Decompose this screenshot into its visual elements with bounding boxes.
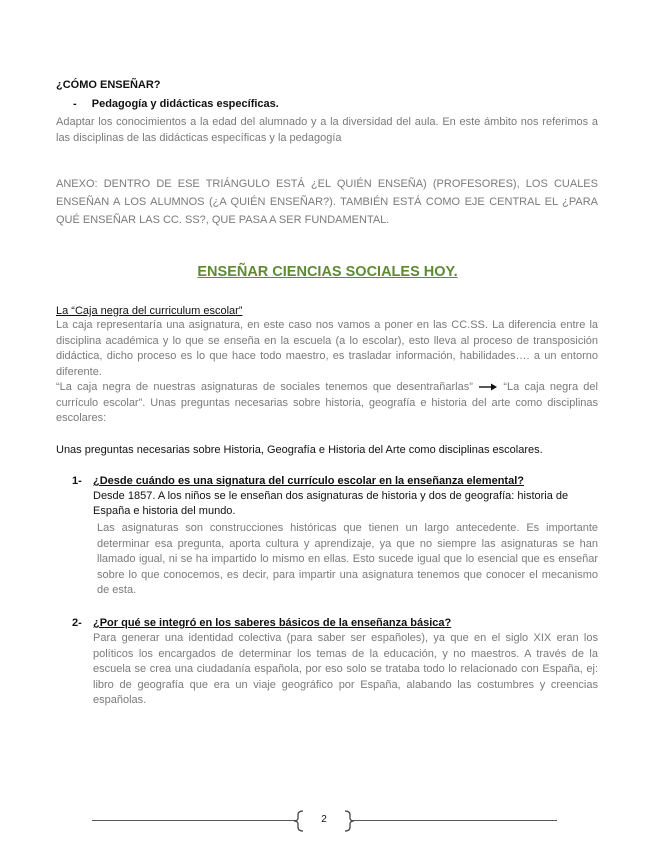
arrow-right-icon: [478, 382, 498, 392]
questions-intro: Unas preguntas necesarias sobre Historia, Geografía e Historia del Arte como disciplinas escolares.: [56, 444, 543, 456]
question-title: ¿Desde cuándo es una signatura del currículo escolar en la enseñanza elemental?: [93, 475, 524, 487]
caja-quote-right: “La caja negra del currículo escolar”. Unas preguntas necesarias sobre historia, geografía e historia del arte como disciplinas escolares:: [56, 381, 598, 424]
footer-right-bracket-icon: [343, 810, 355, 832]
caja-quote-left: “La caja negra de nuestras asignaturas de sociales tenemos que desentrañarlas”: [56, 381, 473, 393]
question-title: ¿Por qué se integró en los saberes básicos de la enseñanza básica?: [93, 617, 452, 629]
caja-paragraph: La caja representaría una asignatura, en este caso nos vamos a poner en las CC.SS. La diferencia entre la disciplina académica y lo que se enseña en la escuela (a lo escolar), esto lleva al proceso de transposición didáctica, dicho proceso es lo que hace todo maestro, es trasladar información, habilidades…. a un entorno diferente.: [56, 319, 598, 378]
main-title: ENSEÑAR CIENCIAS SOCIALES HOY.: [197, 264, 458, 280]
question-number: 2-: [72, 617, 82, 629]
bullet-dash: -: [73, 98, 77, 110]
page-number: 2: [321, 814, 327, 825]
footer-rule-right: [352, 820, 557, 821]
section1-paragraph: Adaptar los conocimientos a la edad del alumnado y a la diversidad del aula. En este ámbito nos referimos a las disciplinas de las didácticas específicas y la pedagogía: [56, 116, 598, 144]
bullet-text: Pedagogía y didácticas específicas.: [91, 98, 279, 110]
footer-rule-left: [92, 820, 296, 821]
question-answer-bold: Desde 1857. A los niños se le enseñan dos asignaturas de historia y dos de geografía: historia de España e historia del mundo.: [93, 490, 569, 517]
annex-paragraph: ANEXO: DENTRO DE ESE TRIÁNGULO ESTÁ ¿EL QUIÉN ENSEÑA) (PROFESORES), LOS CUALES ENSEÑAN A LOS ALUMNOS (¿A QUIÉN ENSEÑAR?). TAMBIÉN ESTÁ COMO EJE CENTRAL EL ¿PARA QUÉ ENSEÑAR LAS CC. SS?, QUE PASA A SER FUNDAMENTAL.: [56, 178, 598, 226]
bullet-item: [73, 97, 593, 112]
question-answer-gray: Las asignaturas son construcciones históricas que tienen un largo antecedente. Es importante determinar esa pregunta, aporta cultura y aprendizaje, ya que no siempre las asignaturas se han llamado igual, ni se ha impartido lo mismo en ellas. Esto sucede igual que lo esencial que es enseñar sobre lo que conocemos, es decir, para impartir una asignatura tenemos que conocer el mecanismo de esta.: [97, 522, 598, 596]
caja-heading: La “Caja negra del curriculum escolar”: [56, 305, 243, 317]
question-answer-gray: Para generar una identidad colectiva (para saber ser españoles), ya que en el siglo XIX eran los políticos los encargados de determinar los temas de la educación, y no maestros. A través de la escuela se crea una ciudadanía española, por eso solo se trataba todo lo relacionado con España, ej: libro de geografía que era un viaje geográfico por España, alabando las costumbres y creencias españolas.: [93, 632, 598, 706]
footer-left-bracket-icon: [293, 810, 305, 832]
caja-quote: [56, 380, 598, 427]
question-number: 1-: [72, 475, 82, 487]
section-heading-como-ensenar: ¿CÓMO ENSEÑAR?: [56, 79, 161, 91]
